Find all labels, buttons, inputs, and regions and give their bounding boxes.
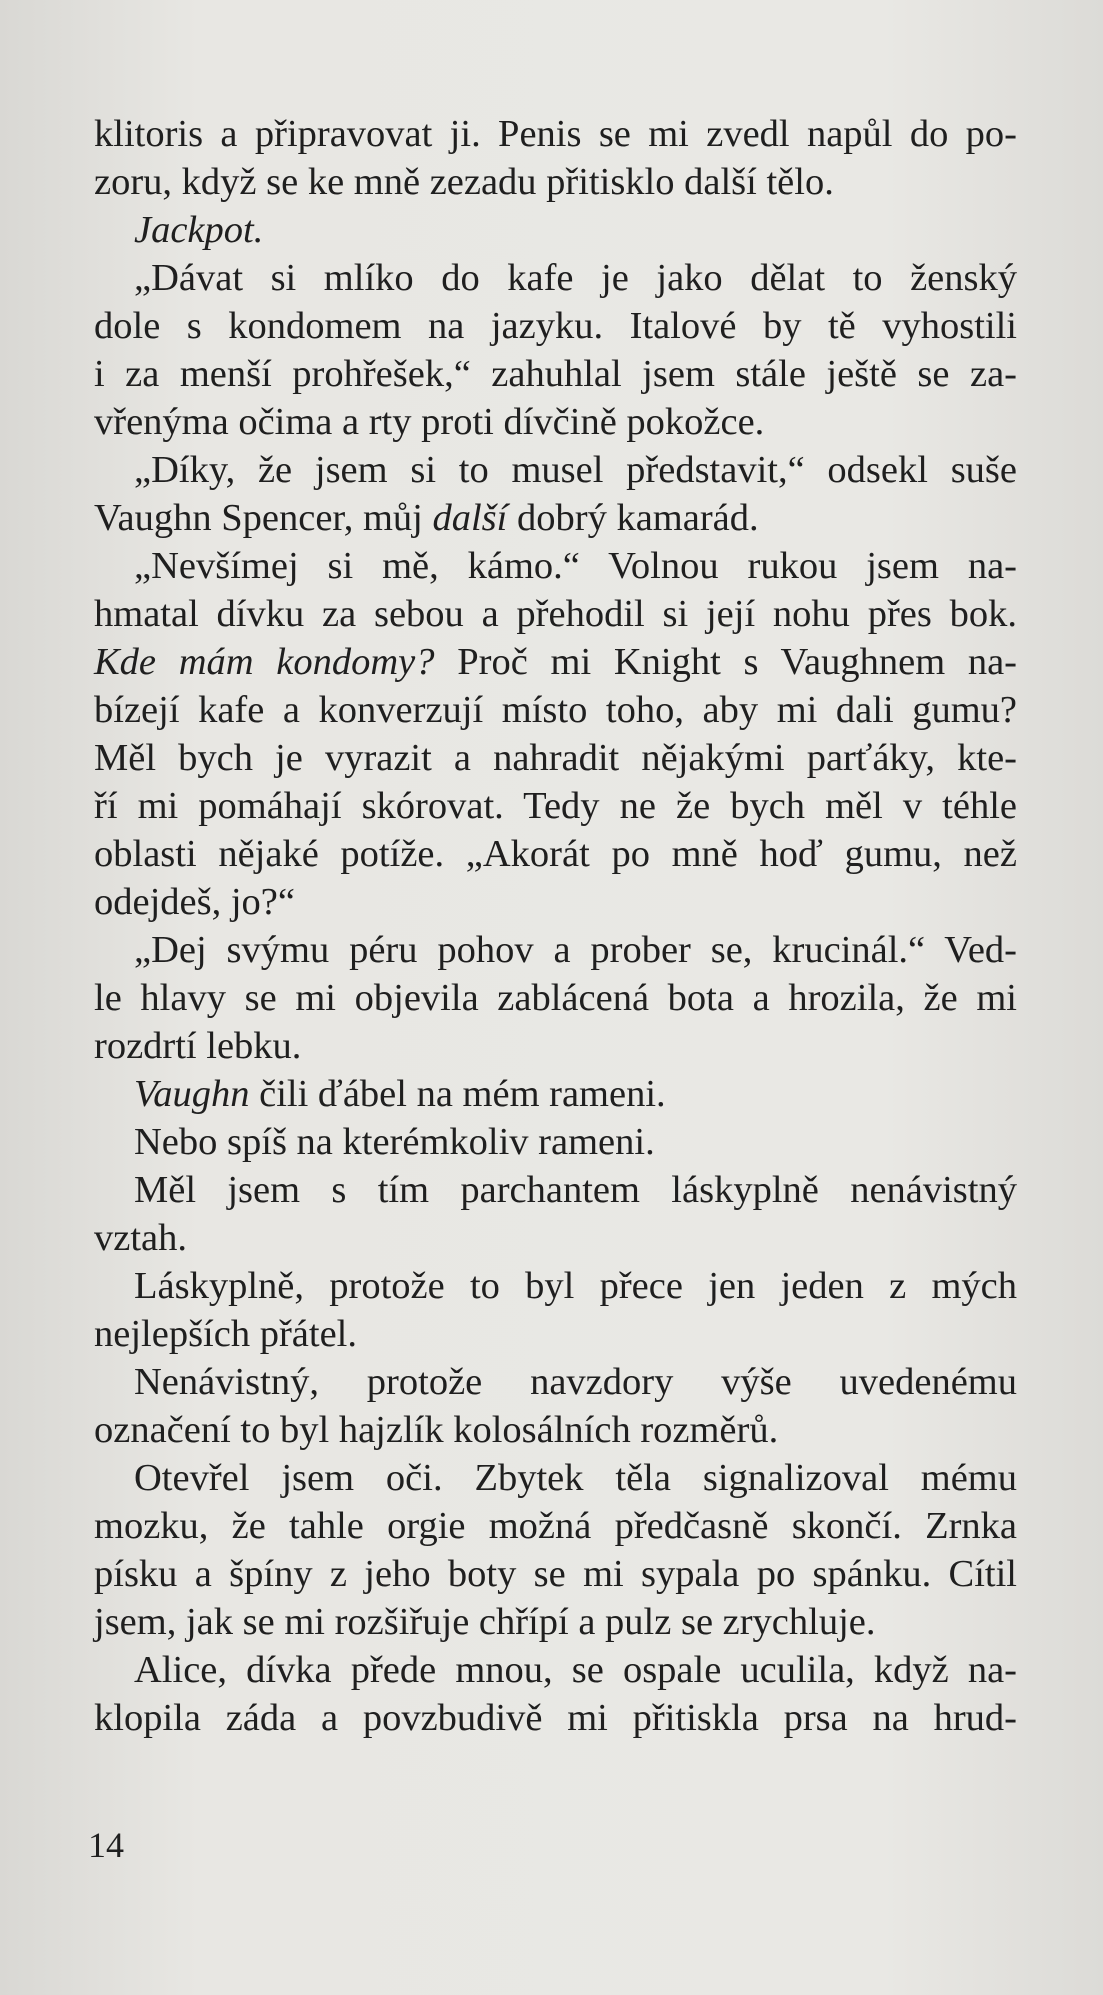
text-line (94, 1502, 1017, 1550)
text-run: písku a špíny z jeho boty se mi sypala po spánku. Cítil (94, 1553, 1017, 1595)
italic-text: Jackpot. (134, 209, 264, 251)
text-run: Vaughn Spencer, můj (94, 497, 433, 539)
italic-text: další (432, 497, 508, 539)
text-line (94, 1598, 1017, 1646)
text-run: vřenýma očima a rty proti dívčině pokožce. (94, 401, 765, 443)
text-run: klopila záda a povzbudivě mi přitiskla prsa na hrud- (94, 1697, 1017, 1739)
text-run: klitoris a připravovat ji. Penis se mi zvedl napůl do po- (94, 113, 1017, 155)
text-run: le hlavy se mi objevila zablácená bota a hrozila, že mi (94, 977, 1017, 1019)
text-line (94, 1214, 1017, 1262)
text-line (94, 254, 1017, 302)
text-run: ří mi pomáhají skórovat. Tedy ne že bych měl v téhle (94, 785, 1017, 827)
text-line (94, 1550, 1017, 1598)
text-line (94, 1166, 1017, 1214)
text-line (94, 590, 1017, 638)
text-run: Měl jsem s tím parchantem láskyplně nenávistný (134, 1169, 1017, 1211)
text-line (94, 1406, 1017, 1454)
text-run: jsem, jak se mi rozšiřuje chřípí a pulz se zrychluje. (94, 1601, 876, 1643)
text-run: vztah. (94, 1217, 187, 1259)
text-line (94, 782, 1017, 830)
text-line (94, 1646, 1017, 1694)
text-run: Láskyplně, protože to byl přece jen jeden z mých (134, 1265, 1017, 1307)
text-run: zoru, když se ke mně zezadu přitisklo další tělo. (94, 161, 834, 203)
text-run: i za menší prohřešek,“ zahuhlal jsem stále ještě se za- (94, 353, 1017, 395)
text-run: odejdeš, jo?“ (94, 881, 295, 923)
text-run: hmatal dívku za sebou a přehodil si její nohu přes bok. (94, 593, 1017, 635)
text-run: Měl bych je vyrazit a nahradit nějakými parťáky, kte- (94, 737, 1017, 779)
text-run: mozku, že tahle orgie možná předčasně skončí. Zrnka (94, 1505, 1017, 1547)
italic-text: Kde mám kondomy? (94, 641, 435, 683)
text-line (94, 686, 1017, 734)
text-line (94, 494, 1017, 542)
text-run: „Nevšímej si mě, kámo.“ Volnou rukou jsem na- (134, 545, 1017, 587)
text-line (94, 206, 1017, 254)
text-line (94, 1694, 1017, 1742)
italic-text: Vaughn (134, 1073, 250, 1115)
text-run: „Dávat si mlíko do kafe je jako dělat to ženský (134, 257, 1017, 299)
text-line (94, 1118, 1017, 1166)
text-line (94, 1070, 1017, 1118)
text-line (94, 398, 1017, 446)
text-run: nejlepších přátel. (94, 1313, 357, 1355)
text-line (94, 158, 1017, 206)
text-run: dole s kondomem na jazyku. Italové by tě vyhostili (94, 305, 1017, 347)
text-run: Otevřel jsem oči. Zbytek těla signalizoval mému (134, 1457, 1017, 1499)
text-run: Nebo spíš na kterémkoliv rameni. (134, 1121, 655, 1163)
text-run: „Dej svýmu péru pohov a prober se, krucinál.“ Ved- (134, 929, 1017, 971)
page-number: 14 (88, 1825, 124, 1865)
text-line (94, 446, 1017, 494)
text-line (94, 542, 1017, 590)
text-run: rozdrtí lebku. (94, 1025, 302, 1067)
text-line (94, 1358, 1017, 1406)
text-line (94, 1262, 1017, 1310)
text-run: čili ďábel na mém rameni. (249, 1073, 666, 1115)
text-run: Nenávistný, protože navzdory výše uvedenému (134, 1361, 1017, 1403)
text-line (94, 878, 1017, 926)
text-run: dobrý kamarád. (507, 497, 759, 539)
text-line (94, 734, 1017, 782)
text-run: Alice, dívka přede mnou, se ospale uculila, když na- (134, 1649, 1017, 1691)
text-line (94, 1454, 1017, 1502)
text-run: bízejí kafe a konverzují místo toho, aby mi dali gumu? (94, 689, 1017, 731)
text-run: označení to byl hajzlík kolosálních rozměrů. (94, 1409, 779, 1451)
text-line (94, 926, 1017, 974)
text-line (94, 1022, 1017, 1070)
text-line (94, 1310, 1017, 1358)
text-line (94, 974, 1017, 1022)
text-line (94, 830, 1017, 878)
text-line (94, 110, 1017, 158)
text-run: Proč mi Knight s Vaughnem na- (434, 641, 1017, 683)
text-line (94, 638, 1017, 686)
text-line (94, 302, 1017, 350)
text-run: oblasti nějaké potíže. „Akorát po mně hoď gumu, než (94, 833, 1017, 875)
body-text (94, 110, 1017, 1742)
text-line (94, 350, 1017, 398)
text-run: „Díky, že jsem si to musel představit,“ odsekl suše (134, 449, 1017, 491)
